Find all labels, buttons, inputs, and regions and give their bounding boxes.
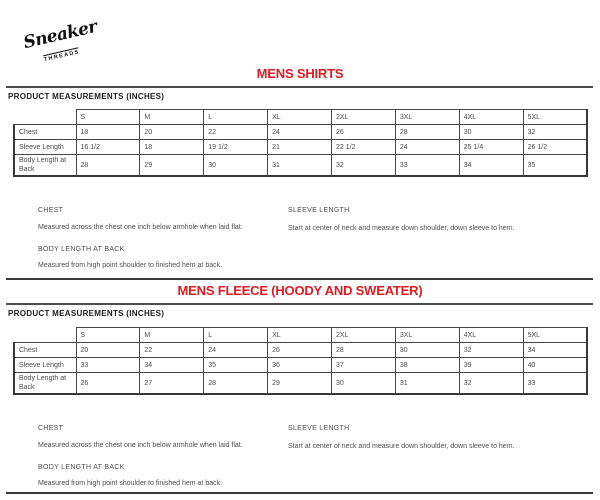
measurement-value-cell: 18 (76, 125, 140, 140)
measurement-value-cell: 39 (459, 358, 523, 373)
measurement-value-cell: 32 (459, 373, 523, 395)
brand-logo-sub-text: THREADS (43, 49, 81, 64)
size-column-header: XL (268, 328, 332, 343)
definition-term-sleeve-length: SLEEVE LENGTH (288, 425, 350, 432)
size-column-header: L (204, 110, 268, 125)
measurement-value-cell: 25 1/4 (459, 140, 523, 155)
definition-desc-body-length: Measured from high point shoulder to finished hem at back. (38, 262, 223, 269)
size-column-header: 5XL (523, 328, 587, 343)
measurement-value-cell: 35 (523, 155, 587, 177)
measurement-value-cell: 27 (140, 373, 204, 395)
measurement-value-cell: 28 (395, 125, 459, 140)
measurement-value-cell: 30 (204, 155, 268, 177)
measurement-row (14, 358, 587, 373)
measurement-value-cell: 22 (204, 125, 268, 140)
measurement-row (14, 373, 587, 395)
measurement-value-cell: 32 (332, 155, 396, 177)
definition-term-chest: CHEST (38, 425, 64, 432)
measurement-row (14, 343, 587, 358)
measurement-value-cell: 35 (204, 358, 268, 373)
measurement-row-label: Chest (14, 343, 76, 358)
size-header-row (14, 328, 587, 343)
definition-desc-sleeve-length: Start at center of neck and measure down shoulder, down sleeve to hem. (288, 443, 515, 450)
measurement-value-cell: 28 (76, 155, 140, 177)
measurement-value-cell: 20 (76, 343, 140, 358)
definition-desc-chest: Measured across the chest one inch below armhole when laid flat. (38, 442, 243, 449)
measurement-value-cell: 34 (523, 343, 587, 358)
table-corner-cell (14, 328, 76, 343)
title-divider-line (6, 303, 593, 305)
definition-term-body-length: BODY LENGTH AT BACK (38, 464, 125, 471)
measurement-value-cell: 34 (140, 358, 204, 373)
measurement-row (14, 125, 587, 140)
document-bottom-line (6, 492, 593, 494)
measurement-value-cell: 16 1/2 (76, 140, 140, 155)
measurement-value-cell: 31 (268, 155, 332, 177)
definition-desc-chest: Measured across the chest one inch below armhole when laid flat. (38, 224, 243, 231)
measurement-value-cell: 26 (76, 373, 140, 395)
measurement-value-cell: 30 (332, 373, 396, 395)
measurement-row (14, 140, 587, 155)
definition-term-body-length: BODY LENGTH AT BACK (38, 246, 125, 253)
definition-term-sleeve-length: SLEEVE LENGTH (288, 207, 350, 214)
measurement-value-cell: 22 (140, 343, 204, 358)
measurement-row-label: Sleeve Length (14, 358, 76, 373)
measurement-value-cell: 28 (204, 373, 268, 395)
measurement-value-cell: 26 (268, 343, 332, 358)
measurement-value-cell: 32 (523, 125, 587, 140)
section-divider-line (6, 278, 593, 280)
measurement-value-cell: 18 (140, 140, 204, 155)
measurement-row-label: Chest (14, 125, 76, 140)
measurement-value-cell: 30 (459, 125, 523, 140)
size-column-header: S (76, 110, 140, 125)
size-column-header: L (204, 328, 268, 343)
measurement-value-cell: 33 (76, 358, 140, 373)
measurement-value-cell: 38 (395, 358, 459, 373)
size-column-header: 2XL (332, 110, 396, 125)
measurement-value-cell: 26 (332, 125, 396, 140)
measurement-value-cell: 36 (268, 358, 332, 373)
measurement-value-cell: 29 (268, 373, 332, 395)
size-column-header: 3XL (395, 110, 459, 125)
measurement-value-cell: 33 (523, 373, 587, 395)
size-column-header: 5XL (523, 110, 587, 125)
size-column-header: 2XL (332, 328, 396, 343)
size-column-header: 4XL (459, 328, 523, 343)
measurement-value-cell: 21 (268, 140, 332, 155)
size-column-header: S (76, 328, 140, 343)
mens-fleece-table-container (13, 327, 588, 395)
measurement-value-cell: 20 (140, 125, 204, 140)
size-column-header: XL (268, 110, 332, 125)
measurement-value-cell: 31 (395, 373, 459, 395)
size-column-header: 3XL (395, 328, 459, 343)
measurement-value-cell: 24 (395, 140, 459, 155)
table-corner-cell (14, 110, 76, 125)
measurement-value-cell: 22 1/2 (332, 140, 396, 155)
size-measurements-table (13, 109, 588, 177)
measurement-value-cell: 33 (395, 155, 459, 177)
size-header-row (14, 110, 587, 125)
measurement-row (14, 155, 587, 177)
measurement-row-label: Sleeve Length (14, 140, 76, 155)
measurement-value-cell: 28 (332, 343, 396, 358)
measurement-value-cell: 24 (204, 343, 268, 358)
measurement-value-cell: 37 (332, 358, 396, 373)
size-column-header: 4XL (459, 110, 523, 125)
measurement-row-label: Body Length at Back (14, 155, 76, 177)
definition-desc-body-length: Measured from high point shoulder to finished hem at back. (38, 480, 223, 487)
size-column-header: M (140, 110, 204, 125)
definition-term-chest: CHEST (38, 207, 64, 214)
product-measurements-heading: PRODUCT MEASUREMENTS (INCHES) (8, 92, 165, 101)
measurement-value-cell: 29 (140, 155, 204, 177)
definition-desc-sleeve-length: Start at center of neck and measure down shoulder, down sleeve to hem. (288, 225, 515, 232)
title-divider-line (6, 86, 593, 88)
measurement-value-cell: 40 (523, 358, 587, 373)
measurement-value-cell: 32 (459, 343, 523, 358)
measurement-value-cell: 24 (268, 125, 332, 140)
mens-shirts-table-container (13, 109, 588, 177)
measurement-value-cell: 30 (395, 343, 459, 358)
section-title-mens-fleece: MENS FLEECE (HOODY AND SWEATER) (177, 283, 423, 298)
measurement-value-cell: 34 (459, 155, 523, 177)
size-column-header: M (140, 328, 204, 343)
section-title-mens-shirts: MENS SHIRTS (256, 66, 344, 81)
product-measurements-heading: PRODUCT MEASUREMENTS (INCHES) (8, 309, 165, 318)
measurement-value-cell: 19 1/2 (204, 140, 268, 155)
brand-logo-script-text: Sneaker (21, 16, 99, 54)
measurement-value-cell: 26 1/2 (523, 140, 587, 155)
size-measurements-table (13, 327, 588, 395)
measurement-row-label: Body Length at Back (14, 373, 76, 395)
